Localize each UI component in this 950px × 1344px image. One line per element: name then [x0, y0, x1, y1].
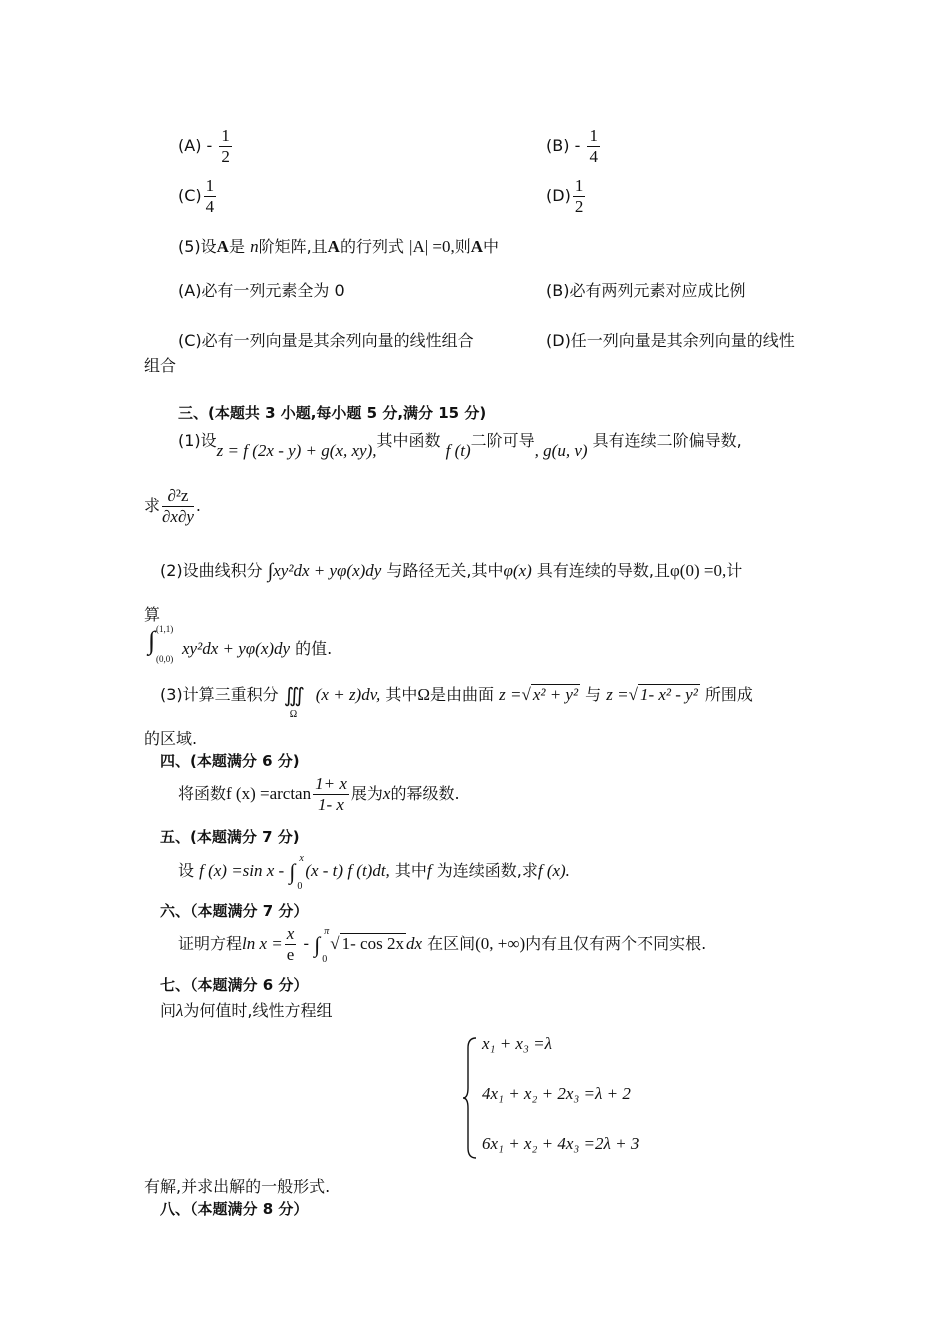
partial-derivative: $\frac{\text{∂²z}}{\partial x\partial y}$: [162, 486, 194, 526]
section-8-heading: 八、（本题满分 8 分）: [160, 1200, 309, 1218]
sec4-body: 将函数f (x) =arctan $\frac{1+ x}{1- x}$ 展为x的幂级数.: [178, 774, 460, 814]
equation-2: 4x₁ + x₂ + 2x₃ =λ + 2: [482, 1084, 631, 1103]
section-4-heading: 四、(本题满分 6 分): [160, 752, 300, 770]
fraction: $\frac{1}{4}$: [205, 176, 215, 216]
sec3-problem-3: (3)计算三重积分 ∭ Ω (x + z)dv, 其中Ω是由曲面 z =√ x² + y² 与 z =√ 1- x² - y² 所围成: [160, 685, 753, 720]
q5-option-b: (B)必有两列元素对应成比例: [546, 281, 746, 300]
sec3-problem-2: (2)设曲线积分 ∫xy²dx + yφ(x)dy 与路径无关,其中φ(x) 具有连续的导数,且φ(0) =0,计: [160, 560, 743, 582]
sec5-body: 设 f (x) =sin x - ∫ x 0 (x - t) f (t)dt, 其中f 为连续函数,求f (x).: [178, 852, 570, 892]
fraction: $\frac{1}{2}$: [574, 176, 584, 216]
sec3-problem-1: (1)设z = f (2x - y) + g(x, xy),其中函数 f (t)二阶可导, g(u, v) 具有连续二阶偏导数,: [178, 431, 742, 460]
sec7-question: 问λ为何值时,线性方程组: [160, 1001, 333, 1020]
section-6-heading: 六、（本题满分 7 分）: [160, 902, 309, 920]
fraction: $\frac{x}{e}$: [286, 924, 295, 964]
left-brace: [462, 1036, 478, 1160]
q4-option-c: (C) $\frac{1}{4}$: [178, 176, 215, 216]
sec6-body: 证明方程ln x = $\frac{x}{e}$ - ∫ π 0 √ 1- cos 2x dx 在区间(0, +∞)内有且仅有两个不同实根.: [178, 924, 707, 965]
q5-option-d-continued: 组合: [144, 356, 177, 375]
q5-option-a: (A)必有一列元素全为 0: [178, 281, 345, 300]
sec3-problem-2-expr: xy²dx + yφ(x)dy 的值.: [182, 639, 333, 658]
section-5-heading: 五、(本题满分 7 分): [160, 828, 300, 846]
equation-3: 6x₁ + x₂ + 4x₃ =2λ + 3: [482, 1134, 640, 1153]
q4-option-b: (B) - $\frac{1}{4}$: [546, 126, 598, 166]
definite-integral: ∫ (1,1) (0,0): [148, 624, 174, 664]
q5-option-d: (D)任一列向量是其余列向量的线性: [546, 331, 795, 350]
fraction: $\frac{1+ x}{1- x}$: [315, 774, 347, 814]
q5-stem: (5)设A是 n阶矩阵,且A的行列式 |A| =0,则A中: [178, 237, 500, 256]
section-7-heading: 七、（本题满分 6 分）: [160, 976, 309, 994]
sec3-problem-3-cont: 的区域.: [144, 729, 198, 748]
q4-option-a: (A) - $\frac{1}{2}$: [178, 126, 230, 166]
fraction: $\frac{1}{4}$: [589, 126, 598, 166]
option-label: (A): [178, 136, 202, 155]
section-3-heading: 三、(本题共 3 小题,每小题 5 分,满分 15 分): [178, 404, 487, 422]
sec3-problem-2-cont: 算: [144, 605, 161, 624]
sec7-conclusion: 有解,并求出解的一般形式.: [144, 1177, 331, 1196]
sec3-problem-1-ask: 求 $\frac{\text{∂²z}}{\partial x\partial y}$ .: [144, 486, 202, 526]
q5-option-c: (C)必有一列向量是其余列向量的线性组合: [178, 331, 474, 350]
equation-1: x₁ + x₃ =λ: [482, 1034, 552, 1053]
fraction: $\frac{1}{2}$: [221, 126, 230, 166]
q4-option-d: (D) $\frac{1}{2}$: [546, 176, 584, 216]
